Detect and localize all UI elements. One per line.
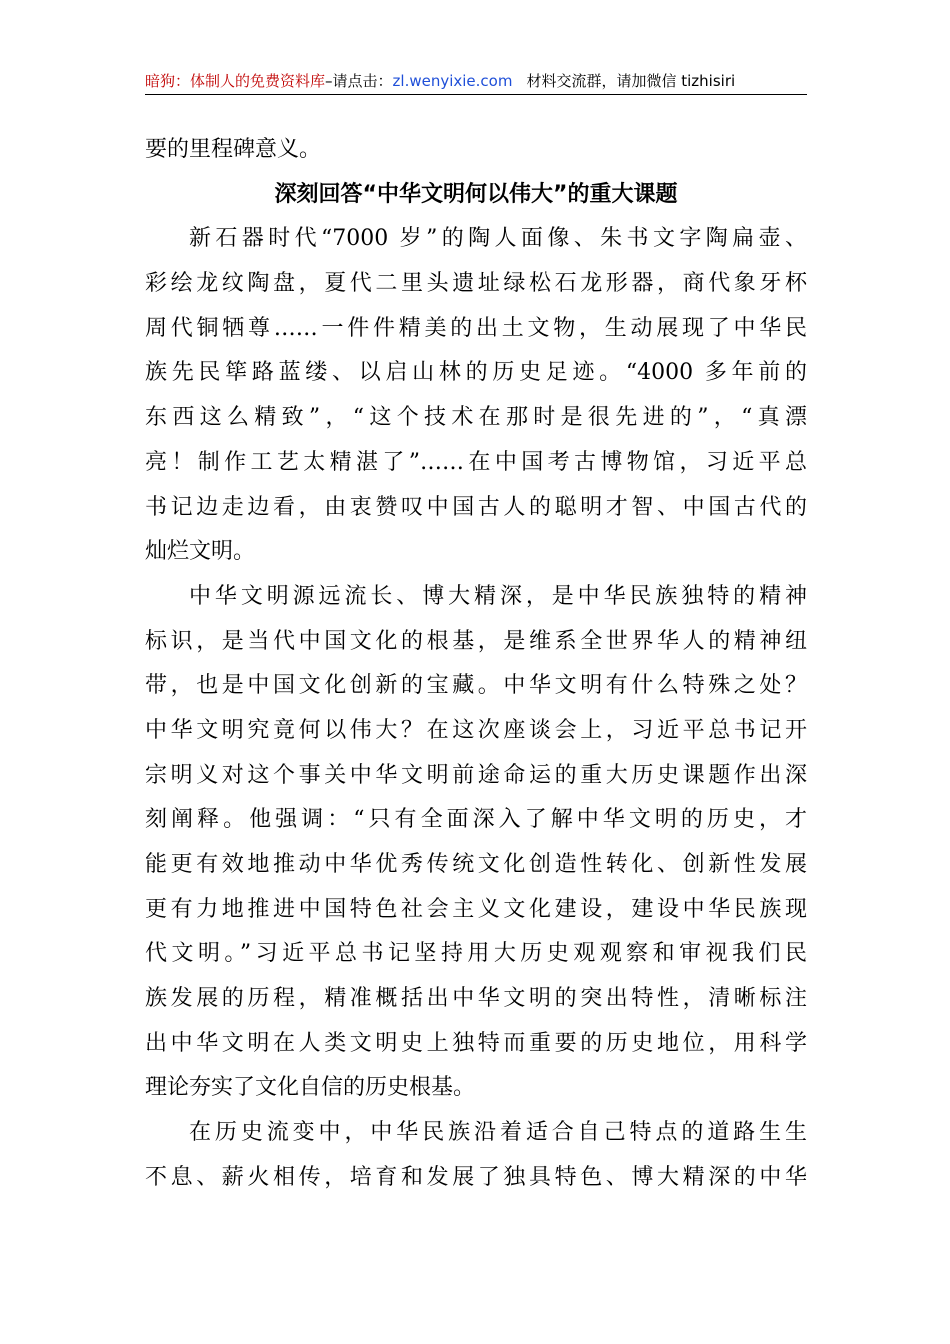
text-line: 宗明义对这个事关中华文明前途命运的重大历史课题作出深 xyxy=(145,762,807,788)
text-line: 新石器时代“7000 岁”的陶人面像、朱书文字陶扁壶、 xyxy=(189,226,807,252)
text-line: 周代铜牺尊……一件件精美的出土文物，生动展现了中华民 xyxy=(145,315,807,341)
text-line: 出中华文明在人类文明史上独特而重要的历史地位，用科学 xyxy=(145,1030,807,1056)
header-brand: 暗狗：体制人的免费资料库 xyxy=(145,72,326,90)
header-prompt: –请点击： xyxy=(325,72,393,90)
text-line: 标识，是当代中国文化的根基，是维系全世界华人的精神纽 xyxy=(145,628,807,654)
text-line: 在历史流变中，中华民族沿着适合自己特点的道路生生 xyxy=(189,1120,807,1146)
header-link[interactable]: zl.wenyixie.com xyxy=(392,72,513,90)
text-line: 书记边走边看，由衷赞叹中国古人的聪明才智、中国古代的 xyxy=(145,494,807,520)
text-line: 理论夯实了文化自信的历史根基。 xyxy=(145,1075,476,1101)
document-body xyxy=(145,128,807,1201)
text-line: 更有力地推进中国特色社会主义文化建设，建设中华民族现 xyxy=(145,896,807,922)
text-line: 东西这么精致”，“这个技术在那时是很先进的”，“真漂 xyxy=(145,405,807,431)
text-line: 亮！制作工艺太精湛了”……在中国考古博物馆，习近平总 xyxy=(145,449,807,475)
text-line: 不息、薪火相传，培育和发展了独具特色、博大精深的中华 xyxy=(145,1164,807,1190)
header-divider xyxy=(145,94,807,95)
text-line: 能更有效地推动中华优秀传统文化创造性转化、创新性发展 xyxy=(145,852,807,877)
text-line: 刻阐释。他强调：“只有全面深入了解中华文明的历史，才 xyxy=(145,807,807,833)
header-contact: 材料交流群，请加微信 tizhisiri xyxy=(526,72,736,90)
text-line: 中华文明究竟何以伟大？在这次座谈会上，习近平总书记开 xyxy=(145,717,807,743)
page-header xyxy=(145,68,807,94)
text-line: 族发展的历程，精准概括出中华文明的突出特性，清晰标注 xyxy=(145,986,807,1012)
text-line: 灿烂文明。 xyxy=(145,539,256,565)
text-line: 代文明。”习近平总书记坚持用大历史观观察和审视我们民 xyxy=(145,941,807,967)
text-line: 带，也是中国文化创新的宝藏。中华文明有什么特殊之处？ xyxy=(145,673,807,699)
text-line: 族先民筚路蓝缕、以启山林的历史足迹。“4000 多年前的 xyxy=(145,360,807,386)
text-line: 彩绘龙纹陶盘，夏代二里头遗址绿松石龙形器，商代象牙杯 xyxy=(145,271,807,297)
text-line: 要的里程碑意义。 xyxy=(145,137,322,162)
text-line: 中华文明源远流长、博大精深，是中华民族独特的精神 xyxy=(189,583,807,609)
section-heading: 深刻回答“中华文明何以伟大”的重大课题 xyxy=(274,181,678,207)
